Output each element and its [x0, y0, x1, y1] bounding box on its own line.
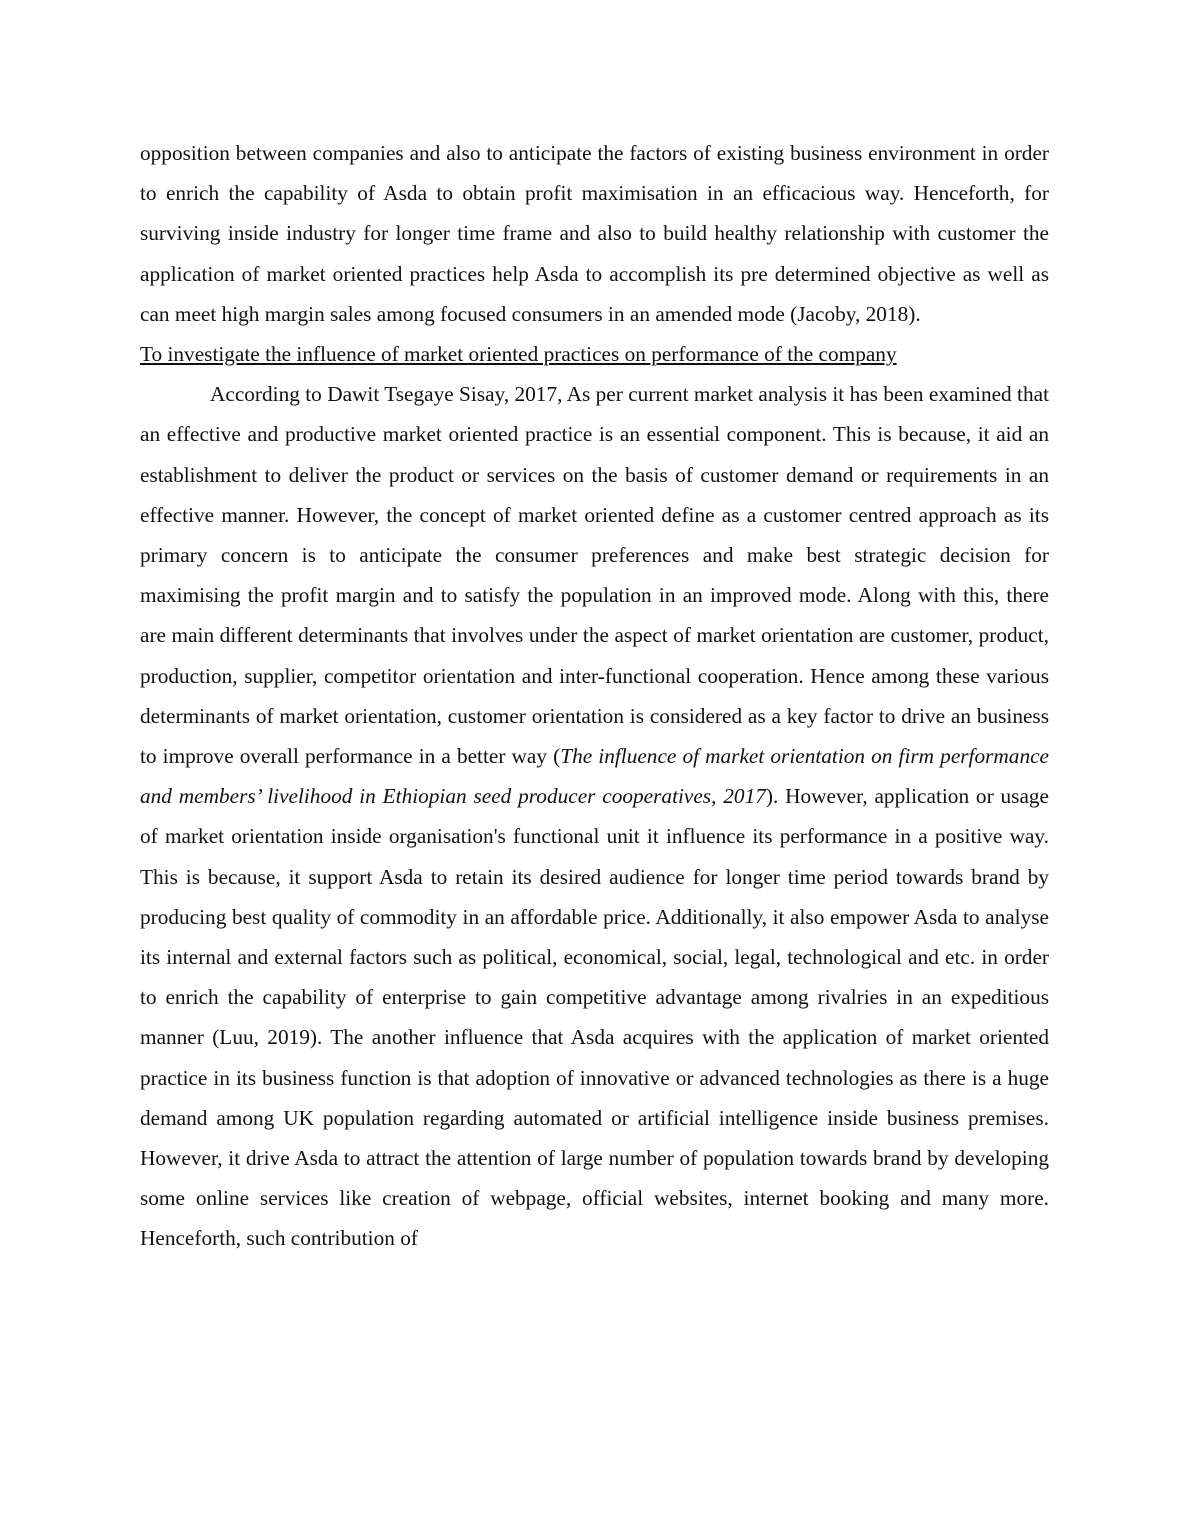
document-page — [140, 133, 1049, 1259]
citation-separator: , — [711, 784, 724, 809]
citation-title: The influence of market orientation on firm performance and members’ livelihood in Ethiopian seed producer cooperatives — [140, 744, 1049, 809]
paragraph-body — [140, 374, 1049, 1258]
paragraph-intro: opposition between companies and also to anticipate the factors of existing business environment in order to enrich the capability of Asda to obtain profit maximisation in an efficacious way. Henceforth, for surviving inside industry for longer time frame and also to build healthy relationship with customer the application of market oriented practices help Asda to accomplish its pre determined objective as well as can meet high margin sales among focused consumers in an amended mode (Jacoby, 2018). — [140, 141, 1049, 326]
section-heading: To investigate the influence of market oriented practices on performance of the company — [140, 342, 897, 367]
citation-year: 2017 — [723, 784, 766, 809]
paragraph-text: According to Dawit Tsegaye Sisay, 2017, As per current market analysis it has been examined that an effective and productive market oriented practice is an essential component. This is because, it aid an establishment to deliver the product or services on the basis of customer demand or requirements in an effective manner. However, the concept of market oriented define as a customer centred approach as its primary concern is to anticipate the consumer preferences and make best strategic decision for maximising the profit margin and to satisfy the population in an improved mode. Along with this, there are main different determinants that involves under the aspect of market orientation are customer, product, production, supplier, competitor orientation and inter-functional cooperation. Hence among these various determinants of market orientation, customer orientation is considered as a key factor to drive an business to improve overall performance in a better way ( — [140, 382, 1049, 769]
paragraph-text-continued: ). However, application or usage of market orientation inside organisation's functional unit it influence its performance in a positive way. This is because, it support Asda to retain its desired audience for longer time period towards brand by producing best quality of commodity in an affordable price. Additionally, it also empower Asda to analyse its internal and external factors such as political, economical, social, legal, technological and etc. in order to enrich the capability of enterprise to gain competitive advantage among rivalries in an expeditious manner (Luu, 2019). The another influence that Asda acquires with the application of market oriented practice in its business function is that adoption of innovative or advanced technologies as there is a huge demand among UK population regarding automated or artificial intelligence inside business premises. However, it drive Asda to attract the attention of large number of population towards brand by developing some online services like creation of webpage, official websites, internet booking and many more. Henceforth, such contribution of — [140, 784, 1049, 1251]
